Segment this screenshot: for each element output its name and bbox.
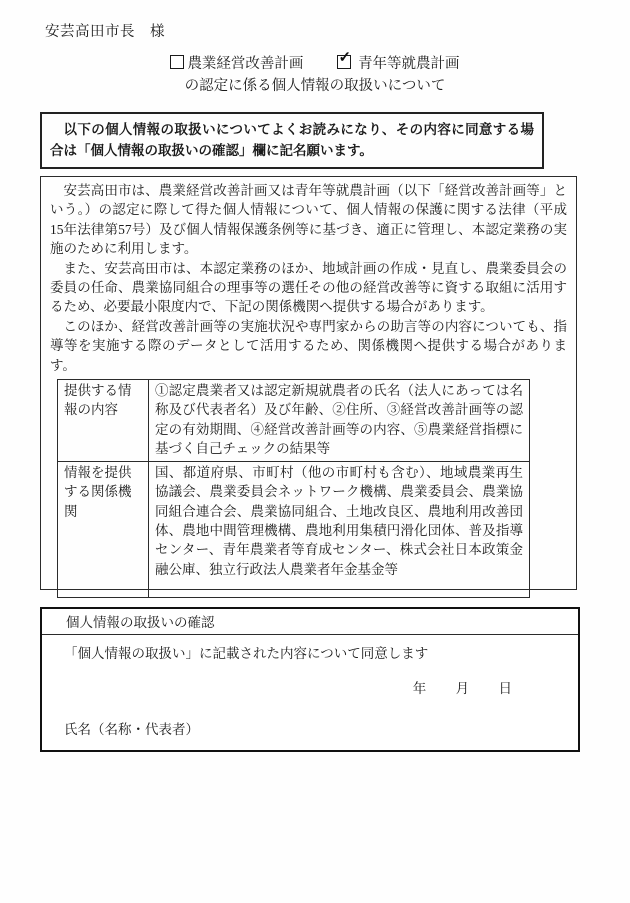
notice-box: 以下の個人情報の取扱いについてよくお読みになり、その内容に同意する場合は「個人情報の取扱いの確認」欄に記名願います。 — [40, 112, 544, 169]
confirmation-box — [40, 607, 580, 752]
confirmation-body — [42, 635, 578, 738]
row-value-related-agencies — [149, 461, 530, 597]
date-month-label: 月 — [455, 681, 470, 696]
confirmation-header: 個人情報の取扱いの確認 — [42, 609, 578, 635]
checked-checkbox-icon[interactable] — [337, 49, 352, 69]
check-mark-icon: ✓ — [338, 49, 352, 66]
addressee: 安芸高田市長 様 — [45, 24, 165, 40]
document-title — [0, 49, 630, 97]
related-agencies-text: 国、都道府県、市町村（他の市町村も含む）、地域農業再生協議会、農業委員会ネットワーク機構、農業委員会、農業協同組合連合会、農業協同組合、土地改良区、農地利用改善団体、農地中間管理機構、農地利用集積円滑化団体、普及指導センター、青年農業者等育成センター、株式会社日本政策金融公庫、独立行政法人農業者年金基金等 — [155, 464, 523, 577]
date-year-label: 年 — [412, 681, 427, 696]
title-line-plans — [0, 49, 630, 75]
plan-option-2-label: 青年等就農計画 — [358, 56, 460, 72]
row-label-related-agencies: 情報を提供する関係機関 — [58, 461, 149, 597]
paragraph-usage: 安芸高田市は、農業経営改善計画又は青年等就農計画（以下「経営改善計画等」という。）の認定に際して得た個人情報について、個人情報の保護に関する法律（平成15年法律第57号）及び個人情報保護条例等に基づき、適正に管理し、本認定業務の実施のために利用します。 — [50, 183, 567, 257]
date-day-label: 日 — [498, 681, 512, 696]
agreement-statement: 「個人情報の取扱い」に記載された内容について同意します — [64, 646, 429, 661]
title-line-subject: の認定に係る個人情報の取扱いについて — [184, 78, 446, 94]
table-row — [58, 461, 530, 597]
paragraph-provision: また、安芸高田市は、本認定業務のほか、地域計画の作成・見直し、農業委員会の委員の任命、農業協同組合の理事等の選任その他の経営改善等に資する取組に活用するため、必要最小限度内で、下記の関係機関へ提供する場合があります。 — [50, 260, 567, 315]
main-explanation-box — [40, 176, 577, 590]
table-row — [58, 380, 530, 462]
row-value-info-content: ①認定農業者又は認定新規就農者の氏名（法人にあっては名称及び代表者名）及び年齢、②住所、③経営改善計画等の認定の有効期間、④経営改善計画等の内容、⑤農業経営指標に基づく自己チェックの結果等 — [149, 380, 530, 462]
info-provision-table — [57, 379, 530, 598]
date-line — [64, 677, 570, 697]
row-label-info-content: 提供する情報の内容 — [58, 380, 149, 462]
paragraph-other: このほか、経営改善計画等の実施状況や専門家からの助言等の内容についても、指導等を実施する際のデータとして活用するため、関係機関へ提供する場合があります。 — [50, 318, 567, 373]
unchecked-checkbox-icon[interactable] — [170, 55, 184, 69]
plan-option-1-label: 農業経営改善計画 — [187, 56, 304, 72]
name-field-label: 氏名（名称・代表者） — [64, 722, 199, 737]
